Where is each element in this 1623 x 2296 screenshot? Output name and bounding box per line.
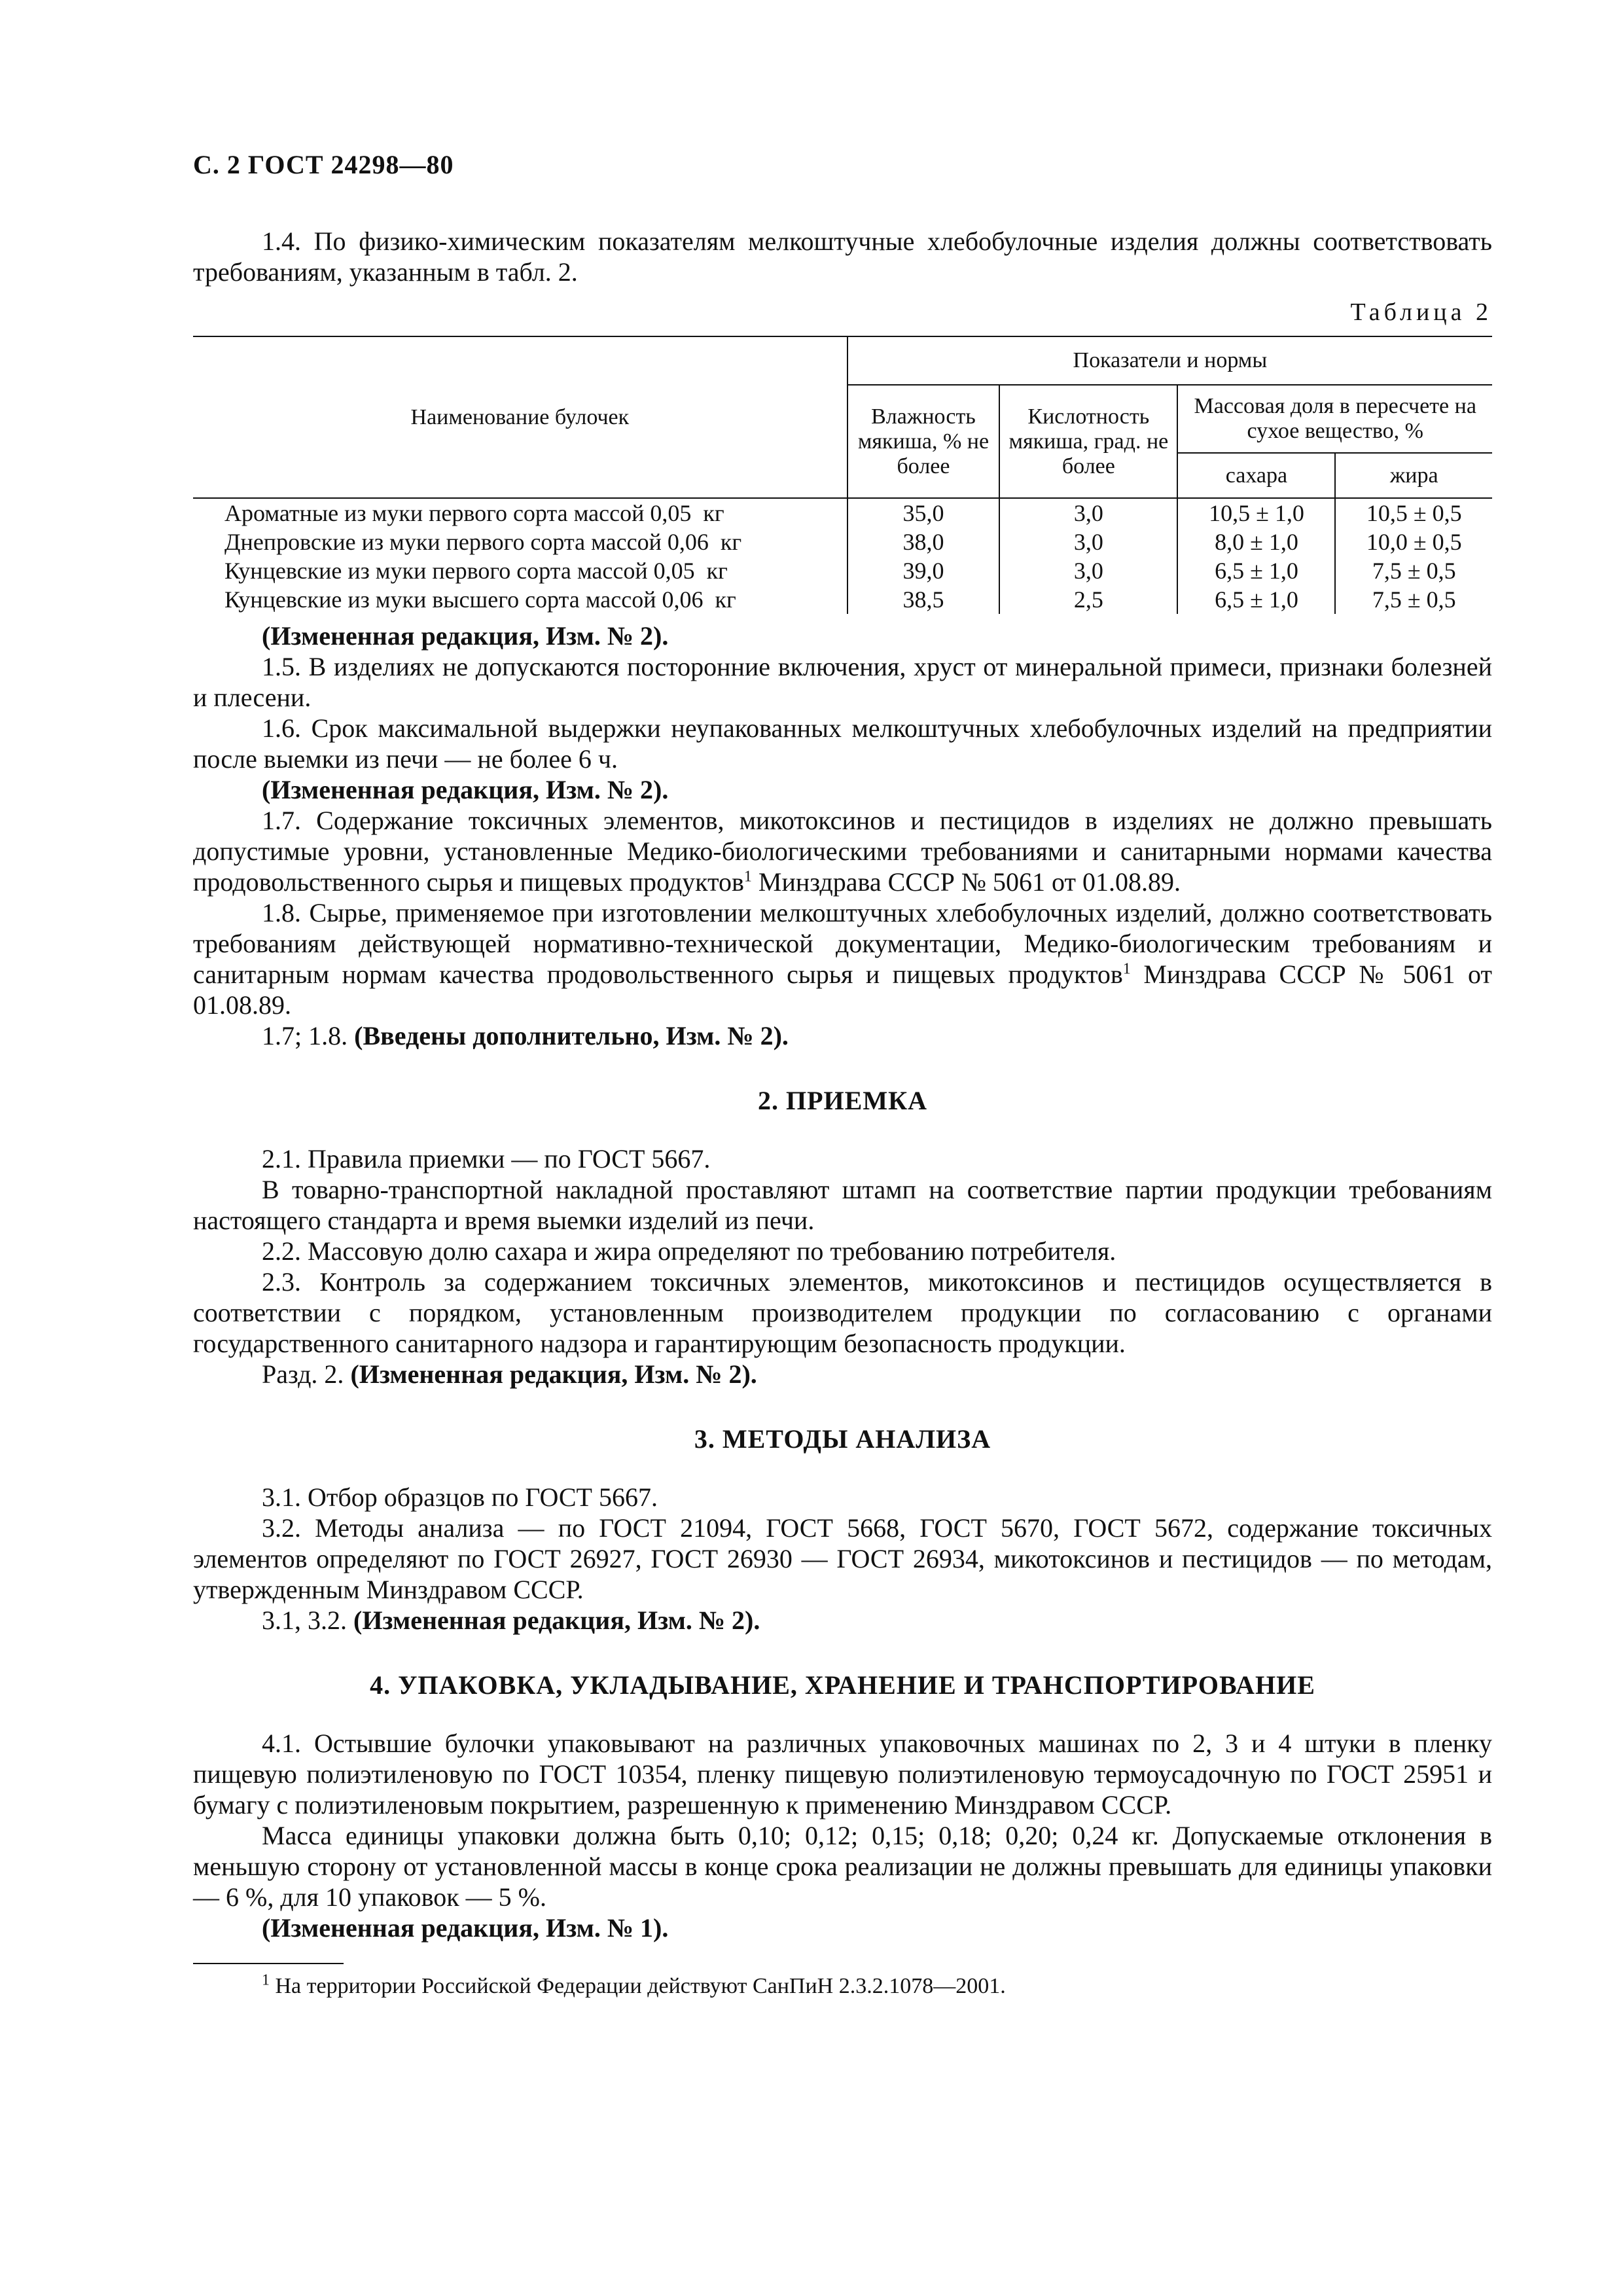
table-row	[193, 585, 1492, 614]
table-row	[193, 498, 1492, 528]
footnote	[193, 1971, 1492, 2001]
cell-sugar: 6,5 ± 1,0	[1177, 556, 1335, 585]
paragraph-1-7-1-8-note	[193, 1020, 1492, 1051]
cell-fat: 10,5 ± 0,5	[1335, 498, 1492, 528]
col-header-moisture: Влажность мякиша, % не более	[847, 385, 1000, 498]
col-header-sugar: сахара	[1177, 453, 1335, 498]
paragraph-3-2: 3.2. Методы анализа — по ГОСТ 21094, ГОСТ 5668, ГОСТ 5670, ГОСТ 5672, содержание токсичных элементов определяют по ГОСТ 26927, ГОСТ 26930 — ГОСТ 26934, микотоксинов и пестицидов — по методам, утвержденным Минздравом СССР.	[193, 1513, 1492, 1604]
footnote-mark: 1	[262, 1971, 270, 1989]
section-2-title: 2. ПРИЕМКА	[758, 1086, 927, 1115]
cell-acidity: 3,0	[999, 528, 1177, 556]
col-header-mass-fraction: Массовая доля в пересчете на сухое вещество, %	[1177, 385, 1492, 453]
cell-moisture: 38,5	[847, 585, 1000, 614]
paragraph-2-3: 2.3. Контроль за содержанием токсичных элементов, микотоксинов и пестицидов осуществляется в соответствии с порядком, установленным производителем продукции по согласованию с органами государственного санитарного надзора и гарантирующим безопасность продукции.	[193, 1267, 1492, 1358]
cell-moisture: 35,0	[847, 498, 1000, 528]
col-header-acidity: Кислотность мякиша, град. не более	[999, 385, 1177, 498]
cell-fat: 7,5 ± 0,5	[1335, 585, 1492, 614]
cell-name: Кунцевские из муки высшего сорта массой 0,06 кг	[224, 586, 736, 613]
paragraph-1-8-text: 1.8. Сырье, применяемое при изготовлении мелкоштучных хлебобулочных изделий, должно соответствовать требованиям действующей нормативно-технической документации, Медико-биологическим требованиям и санитарным нормам качества продовольственного сырья и пищевых продуктов	[193, 898, 1492, 989]
edit-note: (Измененная редакция, Изм. № 1).	[262, 1913, 669, 1943]
footnote-mark: 1	[1122, 960, 1131, 978]
footnote-mark: 1	[743, 868, 752, 886]
paragraph-1-7	[193, 805, 1492, 897]
paragraph-1-7-text: 1.7. Содержание токсичных элементов, микотоксинов и пестицидов в изделиях не должно превышать допустимые уровни, установленные Медико-биологическими требованиями и санитарными нормами качества продовольственного сырья и пищевых продуктов	[193, 806, 1492, 897]
note-prefix: 3.1, 3.2.	[262, 1605, 353, 1635]
section-3-note	[193, 1605, 1492, 1636]
footnote-text: На территории Российской Федерации действуют СанПиН 2.3.2.1078—2001.	[275, 1974, 1006, 1998]
table-row	[193, 528, 1492, 556]
cell-fat: 10,0 ± 0,5	[1335, 528, 1492, 556]
cell-fat: 7,5 ± 0,5	[1335, 556, 1492, 585]
cell-acidity: 2,5	[999, 585, 1177, 614]
paragraph-2-1: 2.1. Правила приемки — по ГОСТ 5667.	[262, 1144, 711, 1174]
col-header-group: Показатели и нормы	[847, 336, 1492, 385]
paragraph-2-2: 2.2. Массовую долю сахара и жира определяют по требованию потребителя.	[262, 1236, 1116, 1266]
paragraph-1-4: 1.4. По физико-химическим показателям мелкоштучные хлебобулочные изделия должны соответствовать требованиям, указанным в табл. 2.	[193, 226, 1492, 287]
paragraph-1-6: 1.6. Срок максимальной выдержки неупакованных мелкоштучных хлебобулочных изделий на предприятии после выемки из печи — не более 6 ч.	[193, 713, 1492, 774]
cell-sugar: 10,5 ± 1,0	[1177, 498, 1335, 528]
table-row	[193, 556, 1492, 585]
cell-moisture: 39,0	[847, 556, 1000, 585]
cell-sugar: 8,0 ± 1,0	[1177, 528, 1335, 556]
paragraph-1-5: 1.5. В изделиях не допускаются посторонние включения, хруст от минеральной примеси, признаки болезней и плесени.	[193, 652, 1492, 712]
paragraph-1-8	[193, 897, 1492, 1020]
note-bold: (Измененная редакция, Изм. № 2).	[353, 1605, 760, 1635]
paragraph-2-1b: В товарно-транспортной накладной проставляют штамп на соответствие партии продукции требованиям настоящего стандарта и время выемки изделий из печи.	[193, 1175, 1492, 1235]
cell-acidity: 3,0	[999, 556, 1177, 585]
paragraph-1-8-tail: Минздрава СССР № 5061 от 01.08.89.	[193, 960, 1493, 1020]
cell-name: Ароматные из муки первого сорта массой 0,05 кг	[224, 500, 724, 526]
cell-name: Кунцевские из муки первого сорта массой 0,05 кг	[224, 558, 728, 584]
cell-name: Днепровские из муки первого сорта массой 0,06 кг	[224, 529, 742, 555]
section-2-note	[193, 1359, 1492, 1390]
paragraph-3-1: 3.1. Отбор образцов по ГОСТ 5667.	[262, 1482, 658, 1512]
paragraph-4-1: 4.1. Остывшие булочки упаковывают на различных упаковочных машинах по 2, 3 и 4 штуки в пленку пищевую полиэтиленовую по ГОСТ 10354, пленку пищевую полиэтиленовую термоусадочную по ГОСТ 25951 и бумагу с полиэтиленовым покрытием, разрешенную к применению Минздравом СССР.	[193, 1729, 1492, 1820]
paragraph-4-1b: Масса единицы упаковки должна быть 0,10; 0,12; 0,15; 0,18; 0,20; 0,24 кг. Допускаемые отклонения в меньшую сторону от установленной массы в конце срока реализации не должны превышать для единицы упаковки — 6 %, для 10 упаковок — 5 %.	[193, 1821, 1492, 1912]
note-bold: (Измененная редакция, Изм. № 2).	[350, 1359, 757, 1389]
footnote-divider	[193, 1963, 344, 1964]
col-header-fat: жира	[1335, 453, 1492, 498]
table-caption: Таблица 2	[1350, 298, 1492, 326]
edit-note: (Измененная редакция, Изм. № 2).	[262, 775, 669, 804]
note-bold: (Введены дополнительно, Изм. № 2).	[354, 1021, 789, 1050]
section-3-title: 3. МЕТОДЫ АНАЛИЗА	[694, 1424, 991, 1454]
cell-acidity: 3,0	[999, 498, 1177, 528]
paragraph-1-7-tail: Минздрава СССР № 5061 от 01.08.89.	[751, 867, 1181, 897]
cell-sugar: 6,5 ± 1,0	[1177, 585, 1335, 614]
note-prefix: Разд. 2.	[262, 1359, 351, 1389]
edit-note: (Измененная редакция, Изм. № 2).	[262, 621, 669, 651]
note-prefix: 1.7; 1.8.	[262, 1021, 355, 1050]
cell-moisture: 38,0	[847, 528, 1000, 556]
document-page	[193, 149, 1492, 2001]
page-header: С. 2 ГОСТ 24298—80	[193, 150, 454, 179]
col-header-name: Наименование булочек	[193, 336, 847, 498]
table-2	[193, 336, 1492, 614]
section-4-title: 4. УПАКОВКА, УКЛАДЫВАНИЕ, ХРАНЕНИЕ И ТРАНСПОРТИРОВАНИЕ	[370, 1670, 1315, 1700]
